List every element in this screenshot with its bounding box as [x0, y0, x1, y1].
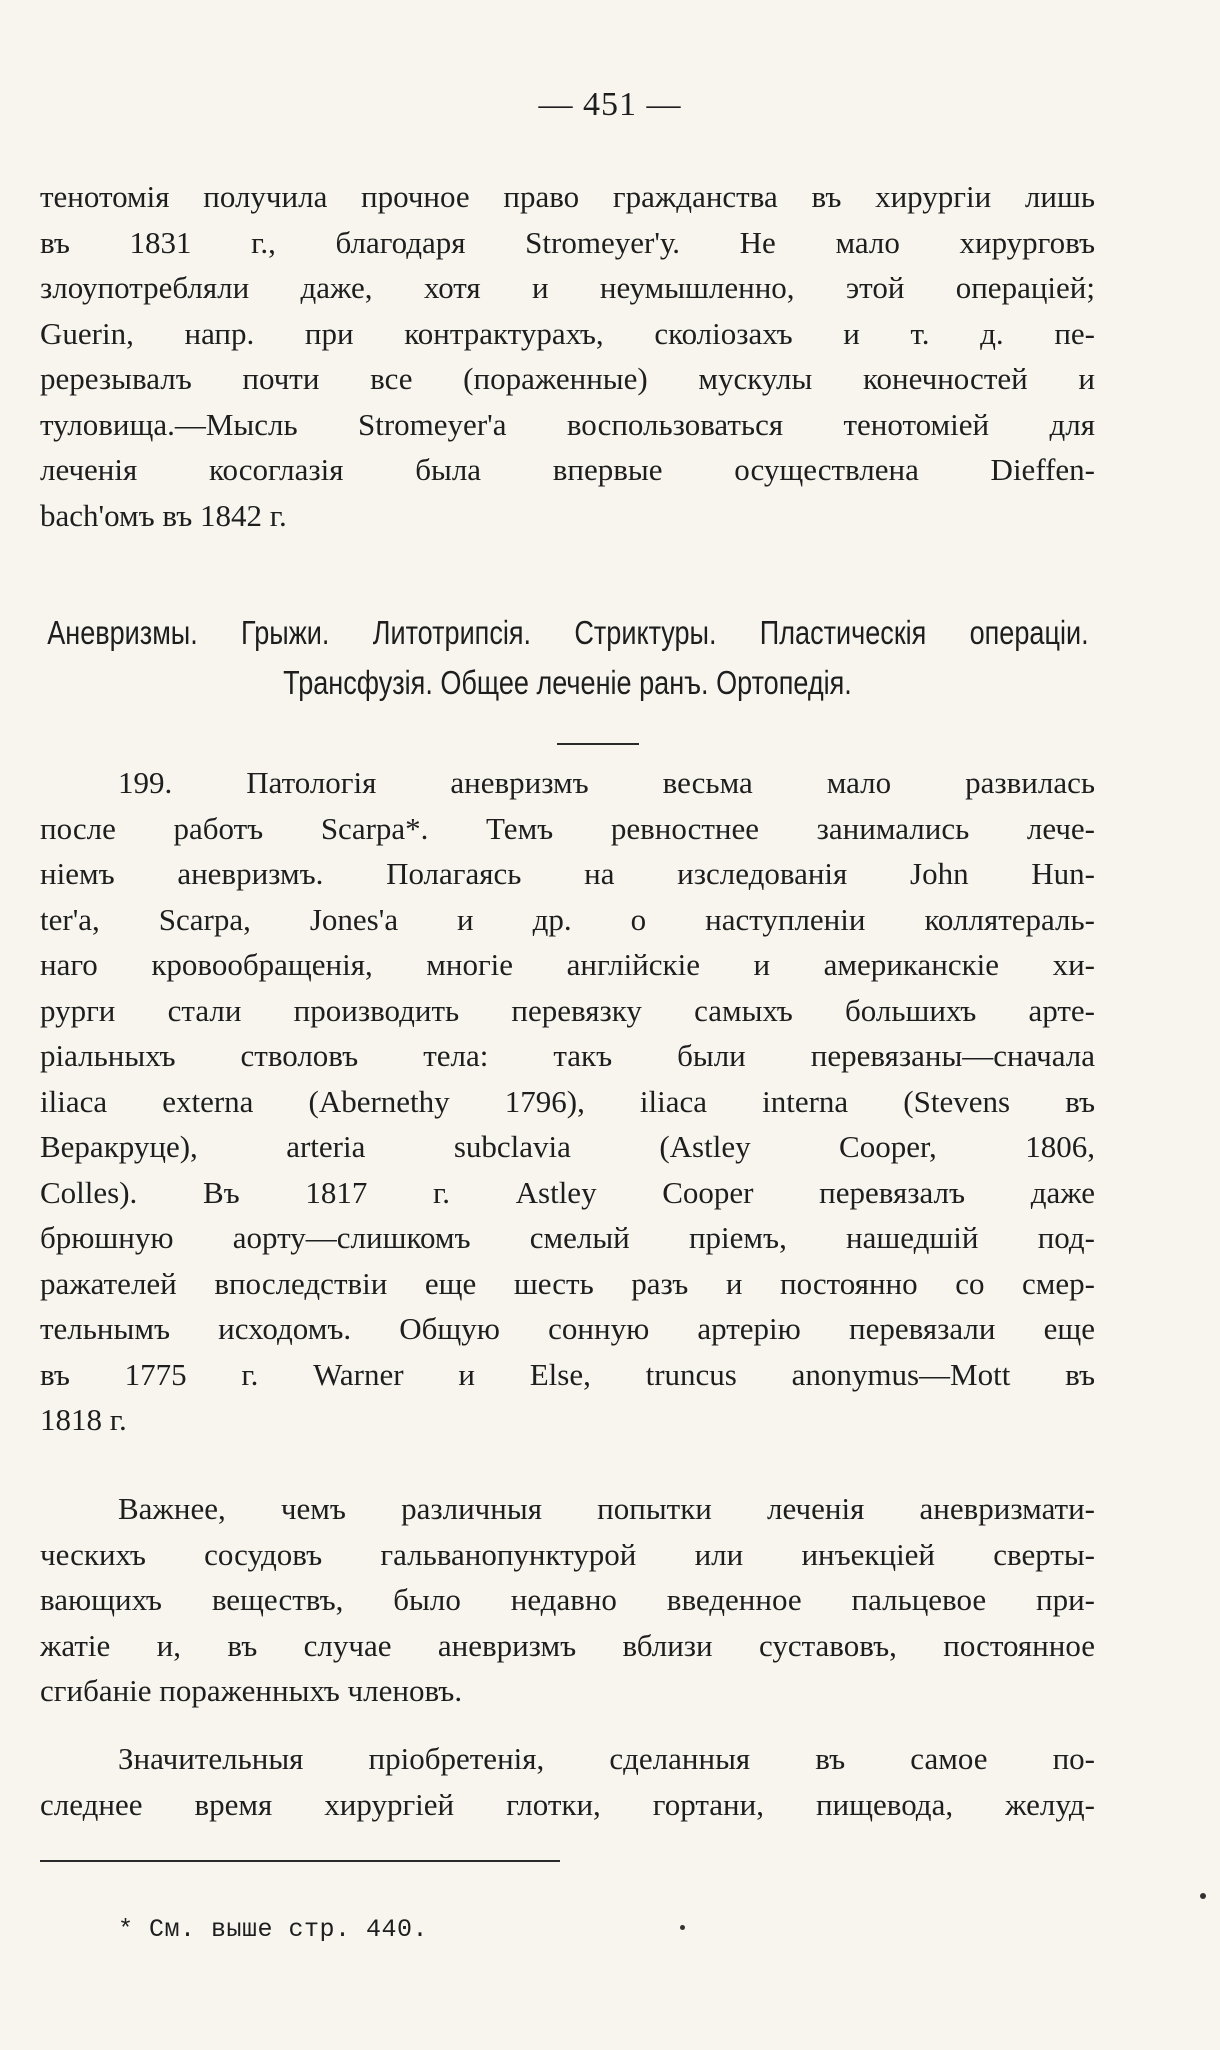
- text-line: ражателей впоследствіи еще шесть разъ и постоянно со смер-: [40, 1265, 1095, 1301]
- text-line: Веракруце), arteria subclavia (Astley Cooper, 1806,: [40, 1129, 1095, 1164]
- text-line: bach'омъ въ 1842 г.: [40, 497, 287, 533]
- text-line: следнее время хирургіей глотки, гортани, пищевода, желуд-: [40, 1786, 1095, 1822]
- text-line: iliaca externa (Abernethy 1796), iliaca interna (Stevens въ: [40, 1083, 1095, 1119]
- text-line: ререзывалъ почти все (пораженные) мускулы конечностей и: [40, 361, 1095, 396]
- text-line: Colles). Въ 1817 г. Astley Cooper перевязалъ даже: [40, 1174, 1095, 1210]
- page-number: — 451 —: [538, 86, 682, 123]
- paragraph-acquisitions: [40, 1736, 1095, 1827]
- text-line: тельнымъ исходомъ. Общую сонную артерію перевязали еще: [40, 1311, 1095, 1346]
- text-line: наго кровообращенія, многіе англійскіе и американскіе хи-: [40, 947, 1095, 982]
- text-line: 1818 г.: [40, 1402, 127, 1437]
- paragraph-aneurysms: [40, 760, 1095, 1443]
- text-line: Значительныя пріобретенія, сделанныя въ самое по-: [118, 1741, 1095, 1776]
- text-line: рурги стали производить перевязку самыхъ большихъ арте-: [40, 992, 1095, 1028]
- section-heading: [47, 608, 1089, 708]
- text-line: злоупотребляли даже, хотя и неумышленно, этой операціей;: [40, 270, 1095, 305]
- scan-speck: [680, 1925, 685, 1930]
- text-line: брюшную аорту—слишкомъ смелый пріемъ, нашедшій под-: [40, 1220, 1095, 1255]
- heading-line: Аневризмы. Грыжи. Литотрипсія. Стриктуры. Пластическія операціи.: [47, 614, 1089, 651]
- paragraph-tenotomy: [40, 174, 1095, 538]
- text-line: ніемъ аневризмъ. Полагаясь на изследованія John Hun-: [40, 856, 1095, 891]
- text-line: тенотомія получила прочное право гражданства въ хирургіи лишь: [40, 179, 1095, 214]
- text-line: въ 1831 г., благодаря Stromeyer'у. Не мало хирурговъ: [40, 224, 1095, 260]
- heading-line: Трансфузія. Общее леченіе ранъ. Ортопедія.: [283, 664, 852, 701]
- footnote: * См. выше стр. 440.: [118, 1915, 429, 1944]
- text-line: сгибаніе пораженныхъ членовъ.: [40, 1673, 463, 1708]
- text-line: 199. Патологія аневризмъ весьма мало развилась: [118, 765, 1095, 800]
- text-line: въ 1775 г. Warner и Else, truncus anonymus—Mott въ: [40, 1356, 1095, 1392]
- text-line: жатіе и, въ случае аневризмъ вблизи суставовъ, постоянное: [40, 1627, 1095, 1663]
- text-line: ческихъ сосудовъ гальванопунктурой или инъекціей сверты-: [40, 1536, 1095, 1572]
- text-line: Guerin, напр. при контрактурахъ, сколіозахъ и т. д. пе-: [40, 315, 1095, 351]
- footnote-rule: [40, 1860, 560, 1862]
- text-line: ріальныхъ стволовъ тела: такъ были перевязаны—сначала: [40, 1038, 1095, 1073]
- paragraph-treatment: [40, 1486, 1095, 1714]
- text-line: леченія косоглазія была впервые осуществлена Dieffen-: [40, 452, 1095, 487]
- text-line: ter'а, Scarpa, Jones'а и др. о наступленіи коллятераль-: [40, 901, 1095, 937]
- text-line: после работъ Scarpa*. Темъ ревностнее занимались лече-: [40, 810, 1095, 846]
- heading-rule: [557, 743, 639, 745]
- text-line: вающихъ веществъ, было недавно введенное пальцевое при-: [40, 1582, 1095, 1617]
- text-line: Важнее, чемъ различныя попытки леченія аневризмати-: [118, 1491, 1095, 1526]
- text-line: туловища.—Мысль Stromeyer'а воспользоваться тенотоміей для: [40, 406, 1095, 442]
- scan-speck: [1200, 1893, 1206, 1899]
